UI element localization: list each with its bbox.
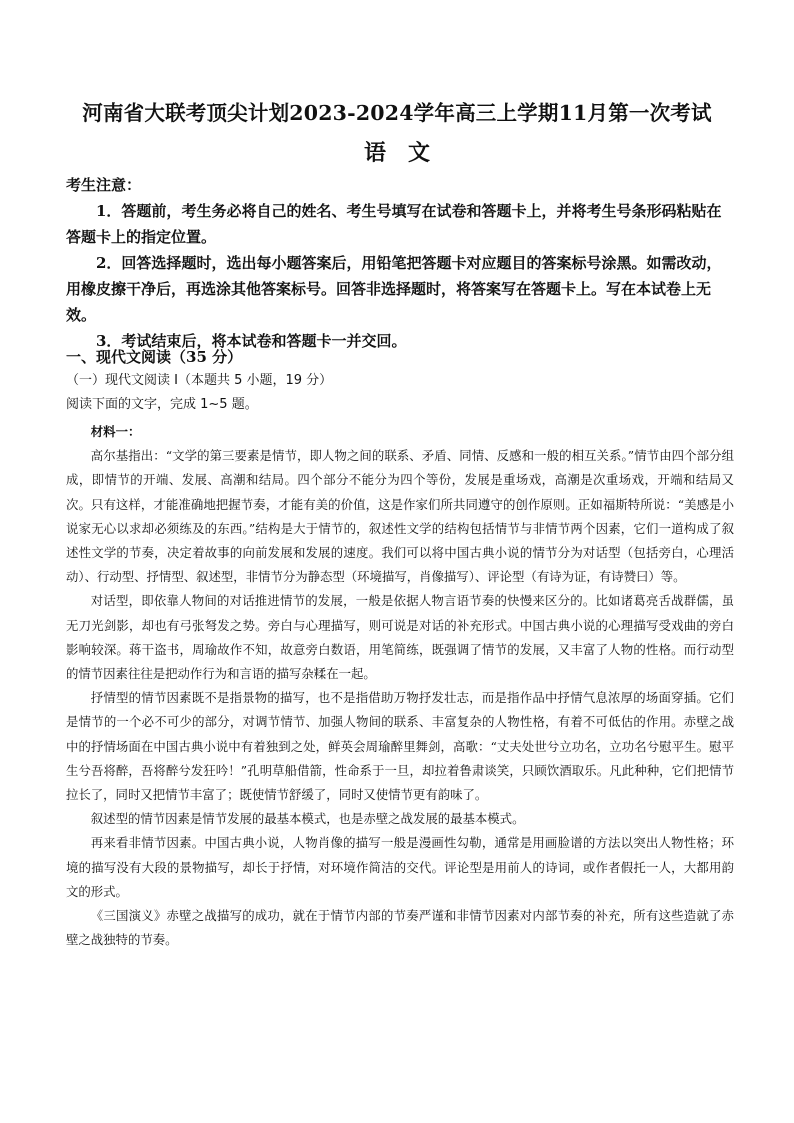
subject-title: 语 文 <box>363 140 430 166</box>
material-paragraph: 高尔基指出：“文学的第三要素是情节，即人物之间的联系、矛盾、同情、反感和一般的相互关系。”情节由四个部分组成，即情节的开端、发展、高潮和结局。四个部分不能分为四个等份，发展是重场戏，高潮是次重场戏，开端和结局又次。只有这样，才能准确地把握节奏，才能有美的价值，这是作家们所共同遵守的创作原则。正如福斯特所说：“美感是小说家无心以求却必须练及的东西。”结构是大于情节的，叙述性文学的结构包括情节与非情节两个因素，它们一道构成了叙述性文学的节奏，决定着故事的向前发展和发展的速度。我们可以将中国古典小说的情节分为对话型（包括旁白，心理活动）、行动型、抒情型、叙述型，非情节分为静态型（环境描写，肖像描写）、评论型（有诗为证，有诗赞曰）等。 <box>66 448 734 585</box>
notice-item-3: 3．考试结束后，将本试卷和答题卡一并交回。 <box>96 332 407 350</box>
material-paragraph: 抒情型的情节因素既不是指景物的描写，也不是指借助万物抒发壮志，而是指作品中抒情气息浓厚的场面穿插。它们是情节的一个必不可少的部分，对调节情节、加强人物间的联系、丰富复杂的人物性格，有着不可低估的作用。赤壁之战中的抒情场面在中国古典小说中有着独到之处，鲜英会周瑜醉里舞剑，高歌：“丈夫处世兮立功名，立功名兮慰平生。慰平生兮吾将醉，吾将醉兮发狂吟！”孔明草船借箭，性命系于一旦，却拉着鲁肃谈笑，只顾饮酒取乐。凡此种种，它们把情节拉长了，同时又把情节丰富了；既使情节舒缓了，同时又使情节更有韵味了。 <box>66 690 734 803</box>
exam-title: 河南省大联考顶尖计划2023-2024学年高三上学期11月第一次考试 <box>82 101 712 125</box>
material-paragraph: 《三国演义》赤壁之战描写的成功，就在于情节内部的节奏严谨和非情节因素对内部节奏的补充，所有这些造就了赤壁之战独特的节奏。 <box>66 908 734 948</box>
notice-item-2: 2．回答选择题时，选出每小题答案后，用铅笔把答题卡对应题目的答案标号涂黑。如需改动，用橡皮擦干净后，再选涂其他答案标号。回答非选择题时，将答案写在答题卡上。写在本试卷上无效。 <box>66 254 722 324</box>
material-paragraph: 再来看非情节因素。中国古典小说，人物肖像的描写一般是漫画性勾勒，通常是用画脸谱的方法以突出人物性格；环境的描写没有大段的景物描写，却长于抒情，对环境作简洁的交代。评论型是用前人的诗词，或作者假托一人，大都用韵文的形式。 <box>66 835 734 899</box>
notice-item-1: 1．答题前，考生务必将自己的姓名、考生号填写在试卷和答题卡上，并将考生号条形码粘贴在答题卡上的指定位置。 <box>66 202 722 246</box>
material-paragraph: 对话型，即依靠人物间的对话推进情节的发展，一般是依据人物言语节奏的快慢来区分的。比如诸葛亮舌战群儒，虽无刀光剑影，却也有弓张弩发之势。旁白与心理描写，则可说是对话的补充形式。中国古典小说的心理描写受戏曲的旁白影响较深。蒋干盗书，周瑜故作不知，故意旁白数语，用笔简练，既强调了情节的发展，又丰富了人物的性格。而行动型的情节因素往往是把动作行为和言语的描写杂糅在一起。 <box>66 593 734 682</box>
material-label: 材料一： <box>90 424 141 439</box>
reading-instruction: 阅读下面的文字，完成 1~5 题。 <box>66 397 258 412</box>
section-title: 一、现代文阅读（35 分） <box>66 348 243 366</box>
subsection-title: （一）现代文阅读 I（本题共 5 小题，19 分） <box>66 373 333 388</box>
exam-notice <box>66 172 734 354</box>
material-paragraph: 叙述型的情节因素是情节发展的最基本模式，也是赤壁之战发展的最基本模式。 <box>90 811 525 827</box>
notice-heading: 考生注意： <box>66 176 142 194</box>
material-one <box>66 420 734 952</box>
